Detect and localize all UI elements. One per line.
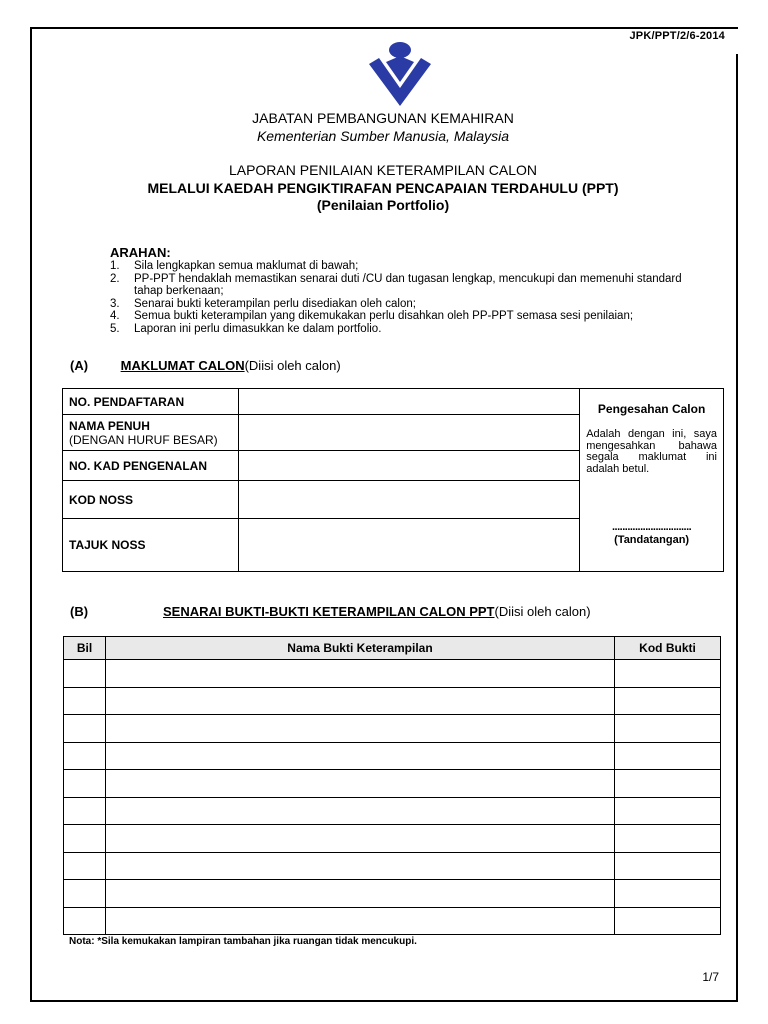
field-label-kod-noss: KOD NOSS	[63, 481, 239, 519]
section-a-title: MAKLUMAT CALON	[120, 358, 245, 373]
instruction-item: 2. PP-PPT hendaklah memastikan senarai duti /CU dan tugasan lengkap, mencukupi dan memenuhi standard tahap berkenaan;	[110, 272, 682, 297]
cell-nama-bukti[interactable]	[106, 742, 615, 770]
cell-kod-bukti[interactable]	[615, 770, 721, 798]
cell-nama-bukti[interactable]	[106, 715, 615, 743]
field-label-no-pendaftaran: NO. PENDAFTARAN	[63, 389, 239, 415]
instruction-item: 4. Semua bukti keterampilan yang dikemukakan perlu disahkan oleh PP-PPT semasa sesi penilaian;	[110, 310, 634, 322]
evidence-list-table	[63, 636, 721, 935]
cell-kod-bukti[interactable]	[615, 742, 721, 770]
cell-bil[interactable]	[64, 660, 106, 688]
column-header-bil: Bil	[64, 637, 106, 660]
cell-bil[interactable]	[64, 770, 106, 798]
instructions-title: ARAHAN:	[110, 245, 171, 260]
section-b-title: SENARAI BUKTI-BUKTI KETERAMPILAN CALON PPT	[163, 604, 495, 619]
cell-nama-bukti[interactable]	[106, 770, 615, 798]
pengesahan-title: Pengesahan Calon	[597, 402, 706, 416]
signature-line[interactable]: ...............................	[611, 521, 692, 533]
cell-kod-bukti[interactable]	[615, 797, 721, 825]
report-type: (Penilaian Portfolio)	[316, 197, 450, 213]
cell-nama-bukti[interactable]	[106, 797, 615, 825]
cell-nama-bukti[interactable]	[106, 660, 615, 688]
cell-kod-bukti[interactable]	[615, 825, 721, 853]
page-number: 1/7	[702, 970, 719, 984]
signature-label: (Tandatangan)	[614, 534, 690, 546]
instruction-item: 5. Laporan ini perlu dimasukkan ke dalam portfolio.	[110, 322, 382, 335]
cell-kod-bukti[interactable]	[615, 687, 721, 715]
table-row	[64, 825, 721, 853]
instruction-item: 3. Senarai bukti keterampilan perlu disediakan oleh calon;	[110, 297, 416, 310]
ministry-name: Kementerian Sumber Manusia, Malaysia	[256, 128, 510, 144]
field-value-no-pendaftaran[interactable]	[238, 389, 580, 415]
cell-bil[interactable]	[64, 907, 106, 935]
table-row	[64, 715, 721, 743]
candidate-info-table	[62, 388, 724, 572]
cell-bil[interactable]	[64, 715, 106, 743]
table-row	[64, 687, 721, 715]
cell-nama-bukti[interactable]	[106, 687, 615, 715]
field-value-tajuk-noss[interactable]	[238, 519, 580, 572]
cell-bil[interactable]	[64, 825, 106, 853]
instruction-item: 1. Sila lengkapkan semua maklumat di bawah;	[110, 260, 359, 272]
pengesahan-text: Adalah dengan ini, saya mengesahkan bahawa segala maklumat ini adalah betul.	[586, 428, 717, 475]
instructions-list	[110, 260, 710, 335]
section-a-note: (Diisi oleh calon)	[244, 358, 341, 373]
cell-kod-bukti[interactable]	[615, 852, 721, 880]
cell-nama-bukti[interactable]	[106, 852, 615, 880]
report-title: LAPORAN PENILAIAN KETERAMPILAN CALON	[228, 162, 538, 178]
report-subtitle: MELALUI KAEDAH PENGIKTIRAFAN PENCAPAIAN TERDAHULU (PPT)	[147, 180, 619, 196]
cell-bil[interactable]	[64, 687, 106, 715]
table-row	[64, 742, 721, 770]
cell-kod-bukti[interactable]	[615, 907, 721, 935]
document-reference: JPK/PPT/2/6-2014	[629, 30, 725, 42]
cell-nama-bukti[interactable]	[106, 880, 615, 908]
section-b-label: (B)	[70, 604, 89, 619]
table-row	[64, 880, 721, 908]
cell-bil[interactable]	[64, 742, 106, 770]
section-b-heading	[163, 604, 591, 619]
table-row	[64, 797, 721, 825]
field-value-nama-penuh[interactable]	[238, 415, 580, 451]
section-b-note: (Diisi oleh calon)	[494, 604, 591, 619]
cell-nama-bukti[interactable]	[106, 825, 615, 853]
field-value-no-kad[interactable]	[238, 451, 580, 481]
section-a-label: (A)	[70, 358, 89, 373]
field-label-tajuk-noss: TAJUK NOSS	[63, 519, 239, 572]
table-row	[64, 660, 721, 688]
jpk-logo-icon	[369, 42, 431, 106]
cell-kod-bukti[interactable]	[615, 660, 721, 688]
cell-kod-bukti[interactable]	[615, 715, 721, 743]
section-a-heading	[70, 358, 341, 373]
agency-name: JABATAN PEMBANGUNAN KEMAHIRAN	[252, 110, 514, 126]
cell-bil[interactable]	[64, 880, 106, 908]
cell-bil[interactable]	[64, 852, 106, 880]
cell-bil[interactable]	[64, 797, 106, 825]
field-label-no-kad: NO. KAD PENGENALAN	[63, 451, 239, 481]
column-header-kod-bukti: Kod Bukti	[615, 637, 721, 660]
footnote: Nota: *Sila kemukakan lampiran tambahan jika ruangan tidak mencukupi.	[69, 936, 417, 947]
field-value-kod-noss[interactable]	[238, 481, 580, 519]
cell-kod-bukti[interactable]	[615, 880, 721, 908]
table-row	[64, 907, 721, 935]
page-border-right	[736, 54, 738, 1000]
table-row	[64, 770, 721, 798]
field-label-nama-penuh: NAMA PENUH (DENGAN HURUF BESAR)	[63, 415, 239, 451]
cell-nama-bukti[interactable]	[106, 907, 615, 935]
pengesahan-calon-box	[580, 389, 724, 572]
column-header-nama-bukti: Nama Bukti Keterampilan	[106, 637, 615, 660]
table-row	[64, 852, 721, 880]
